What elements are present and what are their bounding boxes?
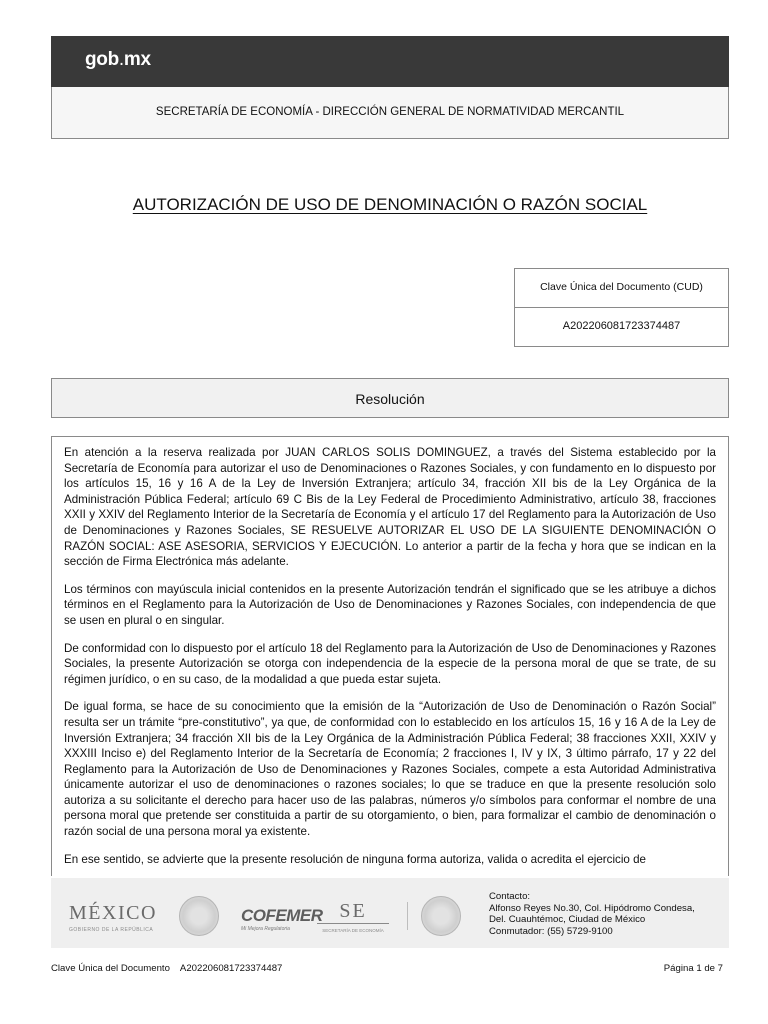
se-logo-subtitle: SECRETARÍA DE ECONOMÍA	[322, 928, 384, 933]
cud-label: Clave Única del Documento (CUD)	[540, 281, 703, 293]
mexico-logo: MÉXICO	[69, 902, 157, 924]
logo-main: gob	[85, 49, 119, 70]
logo-dot: .	[118, 49, 124, 70]
contact-heading: Contacto:	[489, 891, 531, 902]
se-logo-rule	[317, 923, 389, 924]
gob-mx-logo[interactable]	[85, 49, 151, 71]
page-number: Página 1 de 7	[663, 963, 723, 974]
contact-address-line: Alfonso Reyes No.30, Col. Hipódromo Condesa,	[489, 902, 695, 914]
cofemer-logo-subtitle: Mi Mejora Regulatoria	[241, 926, 290, 932]
footer-logo-band	[51, 878, 729, 948]
document-title: AUTORIZACIÓN DE USO DE DENOMINACIÓN O RAZÓN SOCIAL	[132, 195, 648, 214]
paragraph: Los términos con mayúscula inicial contenidos en la presente Autorización tendrán el significado que se les atribuye a dichos términos en el Reglamento para la Autorización de Uso de Denominaciones y Razones Sociales, con independencia de que se usen en plural o en singular.	[64, 582, 716, 627]
paragraph: En ese sentido, se advierte que la presente resolución de ninguna forma autoriza, valida o acredita el ejercicio de	[64, 852, 646, 866]
paragraph: De conformidad con lo dispuesto por el artículo 18 del Reglamento para la Autorización de Uso de Denominaciones y Razones Sociales, la presente Autorización se otorga con independencia de la especie de la persona moral de que se trate, de su régimen jurídico, o en su caso, de la modalidad a que pueda estar sujeta.	[64, 641, 716, 686]
contact-phone: Conmutador: (55) 5729-9100	[489, 925, 613, 937]
national-seal-icon	[179, 896, 219, 936]
resolution-body	[51, 436, 729, 876]
section-title: Resolución	[355, 391, 425, 407]
resolution-text	[64, 445, 716, 876]
contact-address-line: Del. Cuauhtémoc, Ciudad de México	[489, 914, 646, 925]
gob-header-bar	[51, 36, 729, 87]
page-footer-cud	[51, 963, 282, 974]
cofemer-logo: COFEMER	[241, 906, 323, 925]
cud-box	[514, 268, 729, 347]
page-footer-cud-label: Clave Única del Documento	[51, 963, 170, 974]
mexico-logo-subtitle: GOBIERNO DE LA REPÚBLICA	[69, 927, 154, 933]
contact-block	[489, 891, 695, 937]
cud-value: A202206081723374487	[562, 320, 681, 332]
paragraph: En atención a la reserva realizada por JUAN CARLOS SOLIS DOMINGUEZ, a través del Sistema establecido por la Secretaría de Economía para autorizar el uso de Denominaciones o Razones Sociales, y con fundamento en lo dispuesto por los artículos 15, 16 y 16 A de la Ley de Inversión Extranjera; artículo 34, fracción XII bis de la Ley Orgánica de la Administración Pública Federal; artículo 69 C Bis de la Ley Federal de Procedimiento Administrativo, artículo 38, fracciones XXII y XXIV del Reglamento Interior de la Secretaría de Economía y el artículo 17 del Reglamento para la Autorización de Uso de Denominaciones y Razones Sociales, SE RESUELVE AUTORIZAR EL USO DE LA SIGUIENTE DENOMINACIÓN O RAZÓN SOCIAL: ASE ASESORIA, SERVICIOS Y EJECUCIÓN. Lo anterior a partir de la fecha y hora que se indican en la sección de Firma Electrónica más adelante.	[64, 446, 716, 569]
national-seal-icon	[421, 896, 461, 936]
paragraph: De igual forma, se hace de su conocimiento que la emisión de la “Autorización de Uso de Denominación o Razón Social” resulta ser un trámite “pre-constitutivo”, ya que, de conformidad con lo establecido en los artículos 15, 16 y 16 A de la Ley de Inversión Extranjera; 34 fracción XII bis de la Ley Orgánica de la Administración Pública Federal; 38 fracciones XXII, XXIV y XXXIII Inciso e) del Reglamento Interior de la Secretaría de Economía; 2 fracciones I, IV y IX, 3 último párrafo, 17 y 22 del Reglamento para la Autorización de Uso de Denominaciones y Razones Sociales, compete a esta Autoridad Administrativa únicamente autorizar el uso de denominaciones o razones sociales; lo que se traduce en que la presente resolución solo autoriza a su solicitante el derecho para hacer uso de las palabras, números y/o símbolos para conformar el nombre de una persona moral que pretende ser constituida a partir de su otorgamiento, o bien, para formalizar el cambio de denominación o razón social de una persona moral ya existente.	[64, 700, 716, 839]
section-header	[51, 378, 729, 418]
secretaria-header	[51, 87, 729, 139]
se-logo: SE	[339, 900, 367, 922]
logo-separator	[407, 902, 408, 930]
page-footer-cud-value: A202206081723374487	[179, 963, 283, 974]
logo-tld: mx	[123, 49, 151, 70]
cud-divider	[515, 307, 728, 308]
secretaria-text: SECRETARÍA DE ECONOMÍA - DIRECCIÓN GENERAL DE NORMATIVIDAD MERCANTIL	[155, 106, 625, 118]
